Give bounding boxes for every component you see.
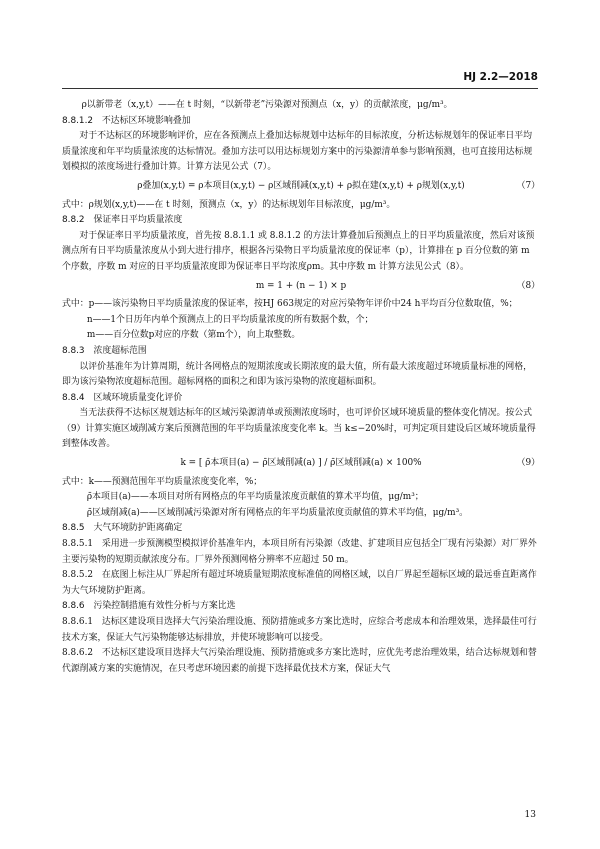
header-rule	[62, 88, 538, 89]
paragraph: 对于不达标区的环境影响评价，应在各预测点上叠加达标规划中达标年的目标浓度，分析达标规划年的保证率日平均质量浓度和年平均质量浓度的达标情况。叠加方法可以用达标规划方案中的污染源清单参与影响预测，也可直接用达标规划模拟的浓度场进行叠加计算。计算方法见公式（7）。	[62, 131, 533, 173]
variable-definition: 式中：ρ规划(x,y,t)——在 t 时刻，预测点（x，y）的达标规划年目标浓度，μg/m³。	[62, 199, 396, 210]
paragraph: 对于保证率日平均质量浓度，首先按 8.8.1.1 或 8.8.1.2 的方法计算叠加后预测点上的日平均质量浓度，然后对该预测点所有日平均质量浓度从小到大进行排序，根据各污染物日平均质量浓度的保证率（p），计算排在 p 百分位数的第 m 个序数，序数 m 对应的日平均质量浓度即为保证率日平均浓度ρm。其中序数 m 计算方法见公式（8）。	[62, 230, 535, 272]
page-number: 13	[524, 810, 536, 820]
clause-8-8-6-1: 8.8.6.1 达标区建设项目选择大气污染治理设施、预防措施或多方案比选时，应综合考虑成本和治理效果，选择最佳可行技术方案，保证大气污染物能够达标排放，并使环境影响可以接受。	[62, 617, 537, 643]
variable-definition: ρ̄本项目(a)——本项目对所有网格点的年平均质量浓度贡献值的算术平均值，μg/m³；	[86, 492, 424, 503]
definition-line: ρ以新带老（x,y,t）——在 t 时刻，“以新带老”污染源对预测点（x，y）的贡献浓度，μg/m³。	[81, 100, 453, 110]
formula-7	[62, 179, 540, 195]
variable-definition: n——1个日历年内单个预测点上的日平均质量浓度的所有数据个数，个；	[86, 314, 374, 325]
section-heading-8-8-2: 8.8.2 保证率日平均质量浓度	[62, 215, 183, 226]
formula-9	[62, 456, 540, 472]
formula-8-expression: m = 1 + (n − 1) × p	[255, 280, 347, 291]
paragraph: 当无法获得不达标区规划达标年的区域污染源清单或预测浓度场时，也可评价区域环境质量的整体变化情况。按公式（9）计算实施区域削减方案后预测范围的年平均质量浓度变化率 k。当 k≤−20%时，可判定项目建设后区域环境质量得到整体改善。	[62, 408, 536, 450]
clause-8-8-6-2: 8.8.6.2 不达标区建设项目选择大气污染治理设施、预防措施或多方案比选时，应优先考虑治理效果，结合达标规划和替代源削减方案的实施情况，在只考虑环境因素的前提下选择最优技术方案，保证大气	[62, 648, 537, 674]
clause-8-8-5-2: 8.8.5.2 在底图上标注从厂界起所有超过环境质量短期浓度标准值的网格区域，以自厂界起至超标区域的最远垂直距离作为大气环境防护距离。	[62, 570, 537, 596]
section-heading-8-8-4: 8.8.4 区域环境质量变化评价	[62, 392, 183, 403]
section-heading-8-8-3: 8.8.3 浓度超标范围	[62, 345, 147, 356]
variable-definition: 式中：p——该污染物日平均质量浓度的保证率，按HJ 663规定的对应污染物年评价中24 h平均百分位数取值，%；	[62, 299, 518, 310]
formula-7-expression: ρ叠加(x,y,t) = ρ本项目(x,y,t) − ρ区域削减(x,y,t) + ρ拟在建(x,y,t) + ρ规划(x,y,t)	[137, 180, 465, 191]
formula-9-number: （9）	[516, 458, 540, 469]
formula-8	[62, 279, 540, 295]
page-content	[62, 98, 540, 677]
formula-8-number: （8）	[516, 280, 540, 291]
formula-9-expression: k = [ ρ̄本项目(a) − ρ̄区域削减(a) ] / ρ̄区域削减(a) × 100%	[180, 458, 422, 469]
variable-definition: 式中：k——预测范围年平均质量浓度变化率，%；	[62, 476, 263, 487]
section-heading-8-8-1-2: 8.8.1.2 不达标区环境影响叠加	[62, 115, 191, 126]
variable-definition: m——百分位数p对应的序数（第m个），向上取整数。	[86, 330, 301, 341]
clause-8-8-5-1: 8.8.5.1 采用进一步预测模型模拟评价基准年内，本项目所有污染源（改建、扩建项目应包括全厂现有污染源）对厂界外主要污染物的短期贡献浓度分布。厂界外预测网格分辨率不应超过 50 m。	[62, 539, 537, 565]
section-heading-8-8-5: 8.8.5 大气环境防护距离确定	[62, 523, 183, 534]
formula-7-number: （7）	[516, 180, 540, 191]
paragraph: 以评价基准年为计算周期，统计各网格点的短期浓度或长期浓度的最大值，所有最大浓度超过环境质量标准的网格，即为该污染物浓度超标范围。超标网格的面积之和即为该污染物的浓度超标面积。	[62, 361, 532, 388]
section-heading-8-8-6: 8.8.6 污染控制措施有效性分析与方案比选	[62, 601, 236, 612]
variable-definition: ρ̄区域削减(a)——区域削减污染源对所有网格点的年平均质量浓度贡献值的算术平均值，μg/m³。	[86, 507, 468, 518]
document-code-header: HJ 2.2—2018	[463, 71, 538, 83]
